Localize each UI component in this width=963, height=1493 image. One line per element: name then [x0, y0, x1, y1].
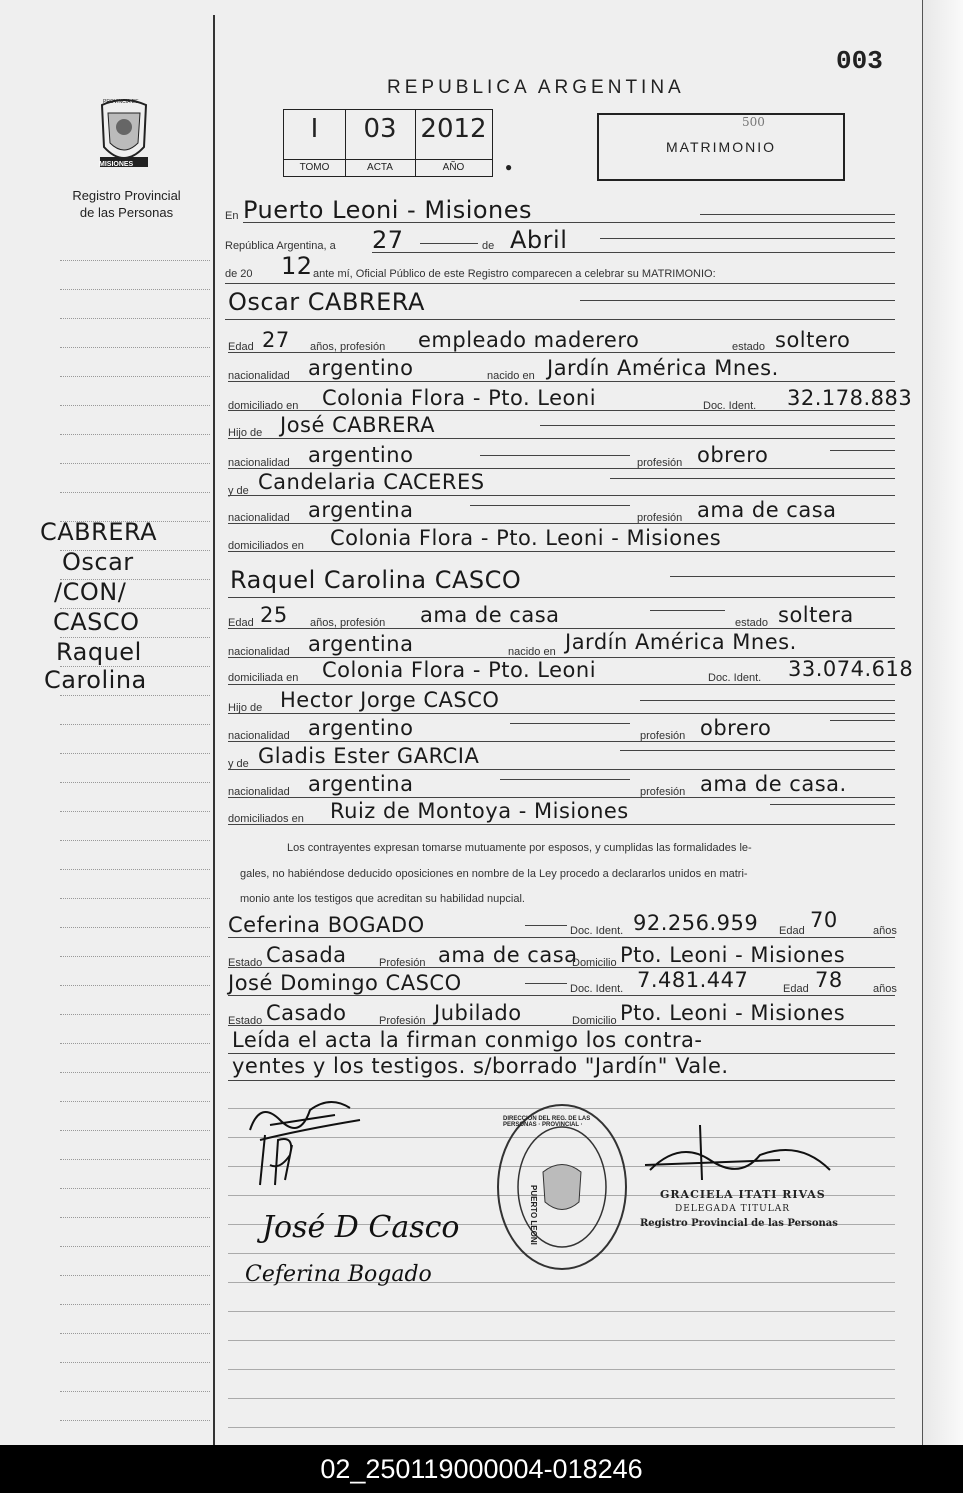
statement-line2: gales, no habiéndose deducido oposiciones en nombre de la Ley procedo a declararlos unidos en matri- [240, 868, 748, 880]
official-name: GRACIELA ITATI RIVAS [660, 1188, 826, 1201]
page-number: 003 [836, 46, 883, 76]
stamp-number: 500 [742, 115, 765, 129]
label-domiciliado: domiciliado en [228, 400, 299, 412]
groom-father-profession: obrero [697, 443, 769, 467]
ruled-line [228, 1311, 895, 1312]
groom-parents-address: Colonia Flora - Pto. Leoni - Misiones [330, 526, 722, 550]
seal-center-text: PUERTO LEONI [529, 1185, 538, 1245]
label-ante-mi: ante mí, Oficial Público de este Registro comparecen a celebrar su MATRIMONIO: [313, 268, 716, 280]
bride-doc: 33.074.618 [788, 657, 914, 681]
groom-father: José CABRERA [280, 413, 435, 437]
label-doc-ident-2: Doc. Ident. [708, 672, 762, 684]
margin-note-con: /CON/ [54, 578, 127, 606]
label-doc-ident-3: Doc. Ident. [570, 925, 624, 937]
label-edad-3: Edad [779, 925, 805, 937]
tomo-value: I [310, 114, 319, 144]
margin-rule [60, 1304, 210, 1305]
anio-value: 2012 [420, 114, 487, 144]
month: Abril [510, 226, 568, 254]
groom-mother-nationality: argentina [308, 498, 414, 522]
label-nacionalidad-2: nacionalidad [228, 457, 290, 469]
witness2-age: 78 [815, 968, 843, 992]
groom-father-nationality: argentino [308, 443, 414, 467]
statement-line1: Los contrayentes expresan tomarse mutuamente por esposos, y cumplidas las formalidades le- [287, 842, 752, 854]
bride-marital-status: soltera [778, 603, 854, 627]
tomo-cell [284, 110, 346, 176]
margin-rule [60, 782, 210, 783]
label-anos-profesion-2: años, profesión [310, 617, 386, 629]
year-suffix: 12 [281, 252, 313, 280]
country-title: REPUBLICA ARGENTINA [387, 77, 685, 98]
margin-note-surname: CABRERA [40, 518, 158, 546]
scan-footer [0, 1445, 963, 1493]
margin-rule [60, 463, 210, 464]
margin-rule [60, 289, 210, 290]
witness2-name: José Domingo CASCO [228, 971, 462, 995]
witness2-status: Casado [266, 1001, 347, 1025]
bride-birthplace: Jardín América Mnes. [565, 630, 797, 654]
anio-cell [415, 110, 492, 176]
groom-name: Oscar CABRERA [228, 288, 425, 316]
margin-rule [60, 1246, 210, 1247]
groom-mother: Candelaria CACERES [258, 470, 485, 494]
record-type: MATRIMONIO [666, 139, 776, 155]
groom-marital-status: soltero [775, 328, 851, 352]
margin-rule [60, 376, 210, 377]
label-doc-ident: Doc. Ident. [703, 400, 757, 412]
margin-rule [60, 927, 210, 928]
label-nacionalidad: nacionalidad [228, 370, 290, 382]
bride-father: Hector Jorge CASCO [280, 688, 500, 712]
margin-rule [60, 724, 210, 725]
official-title: DELEGADA TITULAR [675, 1204, 790, 1214]
label-nacido-en-2: nacido en [508, 646, 556, 658]
label-domicilio: Domicilio [572, 957, 617, 969]
label-domiciliados: domiciliados en [228, 540, 304, 552]
margin-rule [60, 1188, 210, 1189]
witness1-status: Casada [266, 943, 347, 967]
scan-code: 02_250119000004-018246 [320, 1454, 643, 1484]
witness1-address: Pto. Leoni - Misiones [620, 943, 846, 967]
anio-label: AÑO [415, 159, 492, 176]
label-domiciliados-2: domiciliados en [228, 813, 304, 825]
label-en: En [225, 210, 239, 222]
record-type-box [597, 113, 845, 181]
logo-text-top: PROVINCIA DE [103, 99, 139, 105]
label-domicilio-2: Domicilio [572, 1015, 617, 1027]
label-edad-4: Edad [783, 983, 809, 995]
margin-rule [60, 1391, 210, 1392]
label-anos: años [873, 925, 897, 937]
margin-note-name3: Carolina [44, 666, 147, 694]
margin-rule [60, 956, 210, 957]
margin-rule [60, 1159, 210, 1160]
ruled-line [228, 1369, 895, 1370]
margin-line [213, 15, 215, 1445]
bride-signature [250, 1125, 310, 1195]
bride-age: 25 [260, 603, 288, 627]
margin-rule [60, 1014, 210, 1015]
margin-rule [60, 869, 210, 870]
margin-note-name2: Raquel [56, 638, 142, 666]
witness1-name: Ceferina BOGADO [228, 913, 425, 937]
label-estado-2: estado [735, 617, 769, 629]
label-profesion-2: profesión [637, 512, 683, 524]
groom-mother-profession: ama de casa [697, 498, 837, 522]
seal-ring-text: DIRECCION DEL REG. DE LAS PERSONAS · PROVINCIAL · [503, 1116, 591, 1128]
label-nacionalidad-3: nacionalidad [228, 512, 290, 524]
official-signature [640, 1120, 840, 1190]
closing-line2: yentes y los testigos. s/borrado "Jardín" Vale. [232, 1054, 729, 1078]
label-anos-profesion: años, profesión [310, 341, 386, 353]
label-profesion-3: profesión [640, 730, 686, 742]
margin-rule [60, 347, 210, 348]
label-y-de-2: y de [228, 758, 249, 770]
tomo-label: TOMO [284, 159, 345, 176]
label-estado-3: Estado [228, 957, 263, 969]
statement-line3: monio ante los testigos que acreditan su habilidad nupcial. [240, 893, 525, 905]
day: 27 [372, 226, 404, 254]
witness1-age: 70 [810, 908, 838, 932]
witness1-signature: Ceferina Bogado [245, 1262, 432, 1287]
margin-rule [60, 840, 210, 841]
record-number-boxes [283, 109, 493, 177]
margin-rule [60, 1043, 210, 1044]
margin-rule [60, 1217, 210, 1218]
margin-rule [60, 811, 210, 812]
groom-age: 27 [262, 328, 290, 352]
label-domiciliada: domiciliada en [228, 672, 299, 684]
witness2-doc: 7.481.447 [637, 968, 749, 992]
ruled-line [228, 1427, 895, 1428]
label-hijo-de: Hijo de [228, 427, 263, 439]
label-nacionalidad-4: nacionalidad [228, 646, 290, 658]
label-profesion-4: profesión [640, 786, 686, 798]
margin-note-name: Oscar [62, 548, 134, 576]
bullet-mark: ● [505, 160, 513, 174]
label-hijo-de-2: Hijo de [228, 702, 263, 714]
label-de-20: de 20 [225, 268, 253, 280]
margin-rule [60, 695, 210, 696]
label-estado-4: Estado [228, 1015, 263, 1027]
label-estado: estado [732, 341, 766, 353]
label-nacido-en: nacido en [487, 370, 535, 382]
acta-label: ACTA [345, 159, 415, 176]
margin-rule [60, 898, 210, 899]
margin-rule [60, 318, 210, 319]
official-office: Registro Provincial de las Personas [640, 1218, 838, 1229]
margin-rule [60, 260, 210, 261]
witness1-profession: ama de casa [438, 943, 578, 967]
witness2-address: Pto. Leoni - Misiones [620, 1001, 846, 1025]
label-profesion: profesión [637, 457, 683, 469]
bride-address: Colonia Flora - Pto. Leoni [322, 658, 597, 682]
groom-address: Colonia Flora - Pto. Leoni [322, 386, 597, 410]
label-de: de [482, 240, 495, 252]
label-anos-2: años [873, 983, 897, 995]
label-y-de: y de [228, 485, 249, 497]
label-republica: República Argentina, a [225, 240, 336, 252]
registry-name-line1: Registro Provincial [72, 188, 181, 203]
margin-note-surname2: CASCO [53, 608, 140, 636]
registry-name-line2: de las Personas [79, 205, 174, 220]
groom-profession: empleado maderero [418, 328, 640, 352]
witness1-doc: 92.256.959 [633, 911, 759, 935]
groom-birthplace: Jardín América Mnes. [547, 356, 779, 380]
bride-mother: Gladis Ester GARCIA [258, 744, 480, 768]
acta-cell [345, 110, 416, 176]
ruled-line [228, 1398, 895, 1399]
label-profesion-5: Profesión [379, 957, 426, 969]
margin-rule [60, 405, 210, 406]
margin-rule [60, 434, 210, 435]
margin-rule [60, 1362, 210, 1363]
label-nacionalidad-5: nacionalidad [228, 730, 290, 742]
groom-nationality: argentino [308, 356, 414, 380]
bride-profession: ama de casa [420, 603, 560, 627]
bride-nationality: argentina [308, 632, 414, 656]
place: Puerto Leoni - Misiones [243, 196, 533, 224]
margin-rule [60, 1275, 210, 1276]
bride-name: Raquel Carolina CASCO [230, 566, 522, 594]
bride-father-nationality: argentino [308, 716, 414, 740]
margin-rule [60, 985, 210, 986]
label-edad-2: Edad [228, 617, 254, 629]
acta-value: 03 [363, 114, 397, 144]
logo-text-bottom: MISIONES [99, 161, 134, 168]
margin-rule [60, 753, 210, 754]
margin-rule [60, 1072, 210, 1073]
margin-rule [60, 1101, 210, 1102]
bride-mother-profession: ama de casa. [700, 772, 847, 796]
closing-line1: Leída el acta la firman conmigo los contra- [232, 1028, 703, 1052]
witness2-signature: José D Casco [262, 1210, 460, 1245]
groom-doc: 32.178.883 [787, 386, 913, 410]
witness2-profession: Jubilado [434, 1001, 522, 1025]
bride-father-profession: obrero [700, 716, 772, 740]
margin-rule [60, 1333, 210, 1334]
bride-parents-address: Ruiz de Montoya - Misiones [330, 799, 629, 823]
page-edge [922, 0, 963, 1445]
label-doc-ident-4: Doc. Ident. [570, 983, 624, 995]
margin-rule [60, 492, 210, 493]
margin-rule [60, 1420, 210, 1421]
label-profesion-6: Profesión [379, 1015, 426, 1027]
ruled-line [228, 1340, 895, 1341]
bride-mother-nationality: argentina [308, 772, 414, 796]
label-edad: Edad [228, 341, 254, 353]
label-nacionalidad-6: nacionalidad [228, 786, 290, 798]
margin-rule [60, 1130, 210, 1131]
